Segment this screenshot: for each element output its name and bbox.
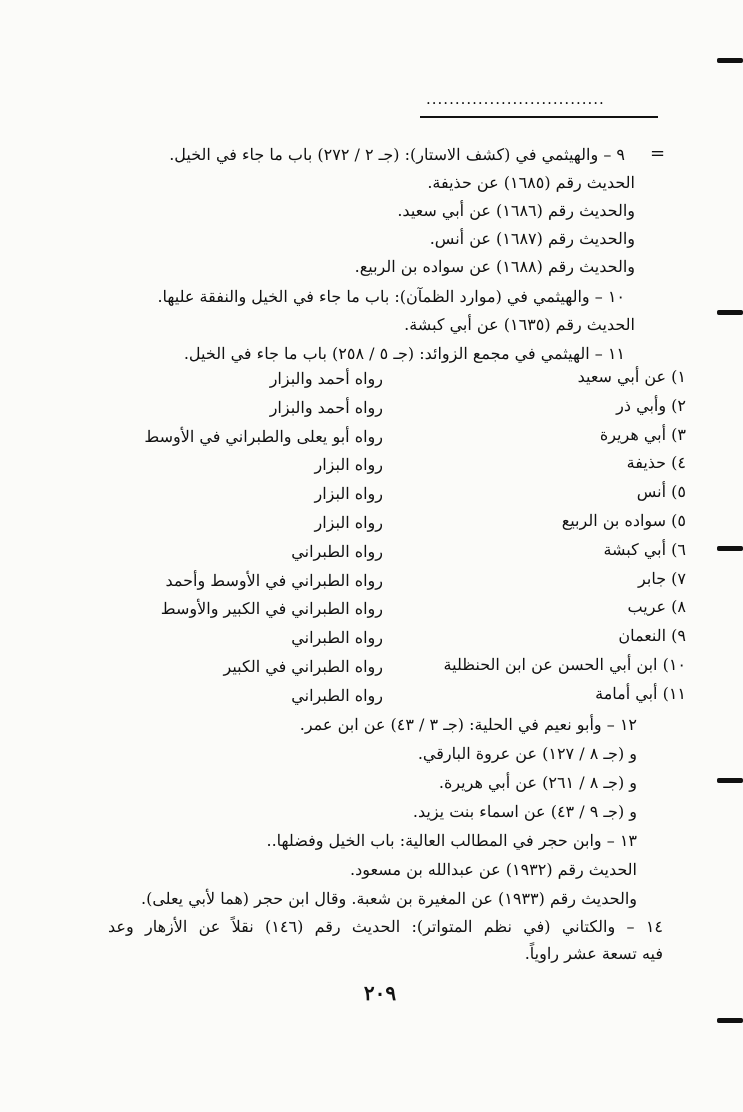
narrator-name-column	[426, 364, 686, 710]
header-rule	[420, 116, 658, 118]
text-line: ٩ – والهيثمي في (كشف الاستار): (جـ ٢ / ٢٧٢) باب ما جاء في الخيل.	[169, 145, 625, 164]
narrator-source: رواه الطبراني في الكبير والأوسط	[160, 599, 383, 619]
text-line: الحديث رقم (١٦٣٥) عن أبي كبشة.	[404, 315, 635, 334]
text-line: ١٣ – وابن حجر في المطالب العالية: باب الخيل وفضلها..	[266, 831, 637, 850]
header-dots: ...............................	[426, 92, 605, 106]
narrator-name: ١) عن أبي سعيد	[577, 367, 686, 386]
narrator-name: ٧) جابر	[638, 568, 686, 588]
narrator-name: ١٠) ابن أبي الحسن عن ابن الحنظلية	[443, 654, 686, 674]
continuation-marker: =	[650, 143, 666, 164]
page-number: ٢٠٩	[363, 981, 397, 1005]
narrator-name: ٣) أبي هريرة	[599, 424, 686, 444]
text-line: و (جـ ٨ / ٢٦١) عن أبي هريرة.	[438, 773, 637, 792]
narrator-source: رواه الطبراني	[291, 628, 383, 648]
page-edge-mark	[717, 1018, 743, 1023]
narrator-source: رواه أحمد والبزار	[269, 397, 383, 417]
narrator-name: ٨) عريب	[627, 597, 686, 617]
narrator-source: رواه البزار	[314, 512, 383, 532]
narrator-source: رواه الطبراني في الكبير	[223, 656, 383, 676]
narrator-source: رواه أبو يعلى والطبراني في الأوسط	[144, 426, 383, 446]
text-line: والحديث رقم (١٩٣٣) عن المغيرة بن شعبة. وقال ابن حجر (هما لأبي يعلى).	[140, 889, 637, 908]
text-line: ١١ – الهيثمي في مجمع الزوائد: (جـ ٥ / ٢٥٨) باب ما جاء في الخيل.	[183, 344, 625, 363]
text-line: الحديث رقم (١٩٣٢) عن عبدالله بن مسعود.	[350, 860, 637, 879]
narrator-name: ٥) أنس	[636, 482, 686, 502]
text-line: والحديث رقم (١٦٨٦) عن أبي سعيد.	[397, 201, 635, 220]
page-edge-mark	[717, 778, 743, 783]
narrator-name: ٢) وأبي ذر	[616, 395, 686, 415]
text-line: فيه تسعة عشر راوياً.	[524, 944, 663, 963]
text-line: والحديث رقم (١٦٨٨) عن سواده بن الربيع.	[354, 257, 635, 276]
narrator-source: رواه البزار	[314, 455, 383, 475]
text-line: الحديث رقم (١٦٨٥) عن حذيفة.	[427, 173, 635, 192]
page-edge-mark	[717, 310, 743, 315]
narrator-source: رواه الطبراني	[291, 541, 383, 561]
page-edge-mark	[717, 58, 743, 63]
page-edge-mark	[717, 546, 743, 551]
narrator-source: رواه أحمد والبزار	[269, 369, 383, 388]
narrator-source: رواه الطبراني في الأوسط وأحمد	[165, 570, 383, 590]
narrator-source: رواه الطبراني	[291, 685, 383, 705]
narrator-name: ٤) حذيفة	[626, 453, 686, 473]
narrator-name: ٦) أبي كبشة	[603, 539, 686, 559]
text-line: ١٤ – والكتاني (في نظم المتواتر): الحديث رقم (١٤٦) نقلاً عن الأزهار وعد	[108, 917, 663, 936]
narrator-name: ٩) النعمان	[618, 626, 686, 646]
text-line: ١٢ – وأبو نعيم في الحلية: (جـ ٣ / ٤٣) عن ابن عمر.	[299, 715, 637, 734]
narrator-source: رواه البزار	[314, 484, 383, 504]
text-line: و (جـ ٩ / ٤٣) عن اسماء بنت يزيد.	[412, 802, 637, 821]
narrator-source-column	[144, 366, 383, 712]
text-line: والحديث رقم (١٦٨٧) عن أنس.	[429, 229, 635, 248]
narrator-name: ٥) سواده بن الربيع	[561, 510, 686, 530]
narrator-name: ١١) أبي أمامة	[595, 683, 686, 703]
text-line: ١٠ – والهيثمي في (موارد الظمآن): باب ما جاء في الخيل والنفقة عليها.	[157, 287, 625, 306]
text-line: و (جـ ٨ / ١٢٧) عن عروة البارقي.	[417, 744, 637, 763]
